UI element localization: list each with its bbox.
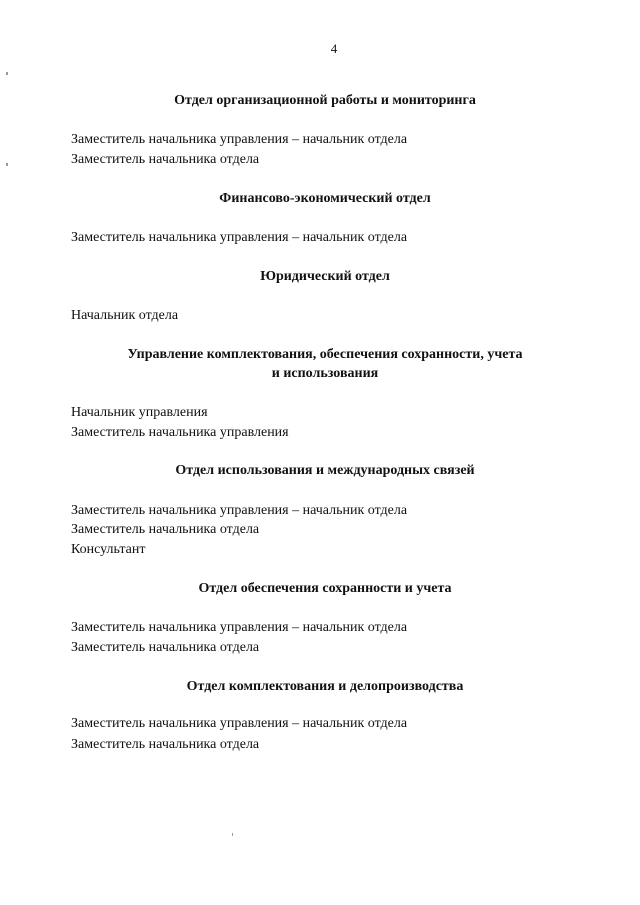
section-heading-line: Управление комплектования, обеспечения сохранности, учета: [127, 347, 523, 362]
position-line: Начальник управления: [71, 405, 208, 420]
position-line: Заместитель начальника управления: [71, 425, 289, 440]
section-heading-line: и использования: [271, 366, 379, 381]
section-heading-usage-international: [0, 461, 640, 480]
position-line: Консультант: [71, 542, 146, 557]
section-heading-finance: [0, 189, 640, 208]
section-heading-records: [0, 677, 640, 696]
page-number: 4: [330, 41, 338, 56]
section-heading-line: Отдел использования и международных связей: [175, 463, 475, 478]
section-heading-line: Отдел обеспечения сохранности и учета: [198, 581, 452, 596]
section-heading-line: Финансово-экономический отдел: [219, 191, 431, 206]
scan-speck: [6, 72, 8, 75]
position-line: Заместитель начальника управления – начальник отдела: [71, 620, 408, 635]
section-heading-org-work: [0, 91, 640, 110]
section-heading-line: Юридический отдел: [260, 269, 390, 284]
scan-speck: [6, 163, 8, 166]
scan-speck: [232, 833, 233, 836]
position-line: Заместитель начальника управления – начальник отдела: [71, 230, 408, 245]
position-line: Заместитель начальника отдела: [71, 152, 260, 167]
position-line: Заместитель начальника отдела: [71, 640, 260, 655]
section-heading-legal: [0, 267, 640, 286]
section-heading-line: Отдел организационной работы и мониторинга: [174, 93, 476, 108]
section-heading-line: Отдел комплектования и делопроизводства: [186, 679, 464, 694]
position-line: Заместитель начальника управления – начальник отдела: [71, 503, 408, 518]
section-heading-acquisition-directorate: [0, 345, 640, 383]
position-line: Заместитель начальника отдела: [71, 522, 260, 537]
position-line: Заместитель начальника управления – начальник отдела: [71, 132, 408, 147]
position-line: Заместитель начальника управления – начальник отдела: [71, 716, 408, 731]
position-line: Заместитель начальника отдела: [71, 737, 260, 752]
section-heading-preservation: [0, 579, 640, 598]
position-line: Начальник отдела: [71, 308, 179, 323]
